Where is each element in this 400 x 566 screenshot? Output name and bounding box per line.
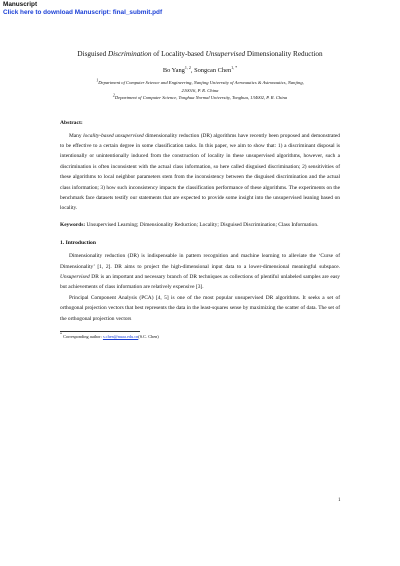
affiliation-2: $^2$Department of Computer Science, Tonghua Normal University, Tonghua, 134002, P. R. China — [112, 92, 288, 100]
paper-title: Disguised Discrimination of Locality-based Unsupervised Dimensionality Reduction — [77, 50, 323, 58]
intro-paragraph-1: Dimensionality reduction (DR) is indispensable in pattern recognition and machine learning to alleviate the ‘Curse of Dimensionality’ [1, 2]. DR aims to project the high-dimensional input data to a lower-dimensional meaningful subspace. Unsupervised DR is an important and necessary branch of DR techniques as collections of plentiful unlabeled samples are easy but achievements of class information are relatively expensive [3]. — [60, 253, 340, 291]
footnote-divider — [60, 331, 140, 332]
section-heading-introduction: 1. Introduction — [60, 240, 96, 247]
keywords-label: Keywords: — [60, 221, 86, 228]
paper-page — [60, 50, 340, 339]
download-manuscript-link[interactable]: Click here to download Manuscript: final_submit.pdf — [3, 9, 163, 16]
footnote: * Corresponding author: s.chen@nuaa.edu.cn(S.C. Chen) — [60, 331, 159, 339]
banner-title: Manuscript — [3, 1, 38, 8]
author-list: Bo Yang$^{1, 2}$, Songcan Chen$^{1, *}$ — [162, 64, 238, 74]
email-link[interactable]: s.chen@nuaa.edu.cn — [102, 334, 139, 339]
author-name: Bo Yang — [162, 67, 185, 74]
affiliation-1: $^1$Department of Computer Science and Engineering, Nanjing University of Aeronautics & Astronautics, Nanjing, — [96, 77, 304, 85]
affiliation-1-continued: 210016, P. R. China — [181, 87, 219, 93]
abstract-heading: Abstract: — [60, 119, 83, 126]
manuscript-banner — [3, 1, 162, 17]
abstract-paragraph: Many locality-based unsupervised dimensionality reduction (DR) algorithms have recently been proposed and demonstrated to be effective to a certain degree in some classification tasks. In this paper, we aim to show that: 1) a discriminant disposal is intentionally or unintentionally induced from the construction of locality in these unsupervised algorithms, however, such a discrimination is often inconsistent with the actual class information, so here called disguised discrimination; 2) sensitivities of these algorithms to local neighbor parameters stem from the inconsistency between the disguised discrimination and the actual class information; 3) how such inconsistency impacts the classification performance of these algorithms. The experiments on the benchmark face datasets testify our statements that are expected to provide some insight into the unsupervised leaning based on locality. — [60, 132, 340, 212]
author-name: Songcan Chen — [194, 67, 232, 74]
keywords: Keywords: Unsupervised Learning; Dimensionality Reduction; Locality; Disguised Discrimination; Class Information. — [60, 221, 319, 228]
intro-paragraph-2: Principal Component Analysis (PCA) [4, 5] is one of the most popular unsupervised DR algorithms. It seeks a set of orthogonal projection vectors that best represents the data in the least-squares sense by maximizing the scatter of data. The set of the orthogonal projection vectors — [60, 294, 340, 322]
page-number: 1 — [338, 498, 341, 503]
